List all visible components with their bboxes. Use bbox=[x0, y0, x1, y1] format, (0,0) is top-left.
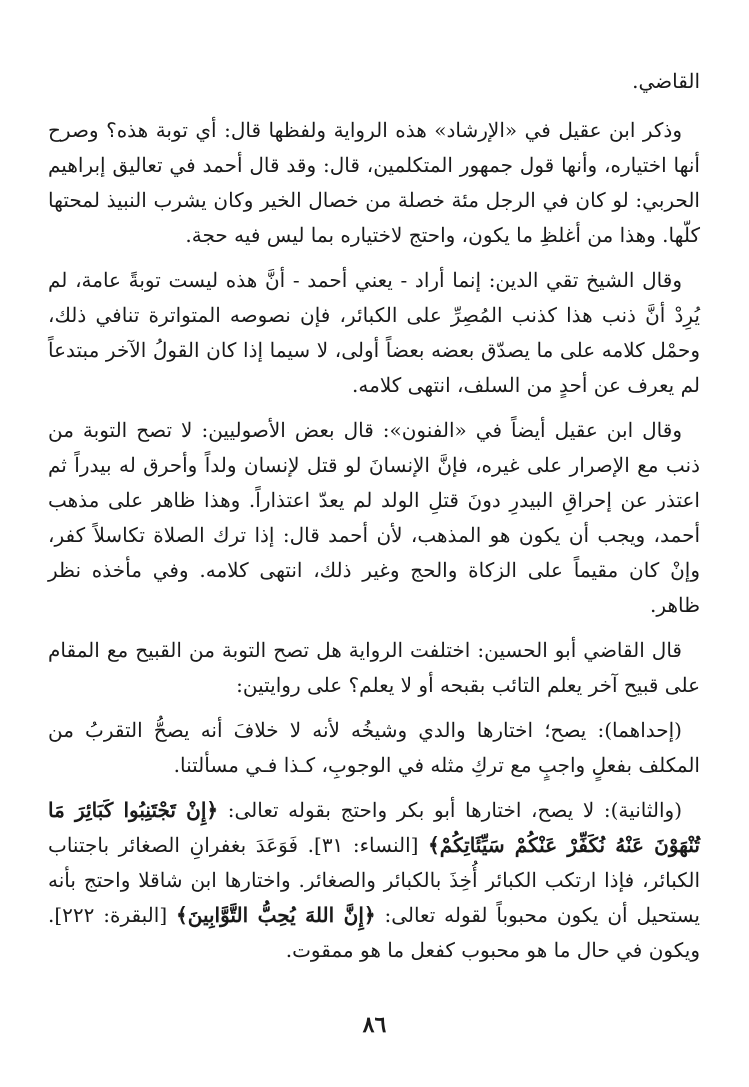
second-narration-intro: (والثانية): لا يصح، اختارها أبو بكر واحتج بقوله تعالى: bbox=[218, 798, 682, 822]
page-number: ٨٦ bbox=[362, 1012, 387, 1038]
quran-verse-nisa: ﴿إِنْ تَجْتَنِبُوا كَبَائِرَ مَا تُنْهَوْنَ عَنْهُ نُكَفِّرْ عَنْكُمْ سَيِّئَاتِكُمْ﴾ bbox=[48, 798, 700, 857]
quran-verse-baqara: ﴿إِنَّ اللهَ يُحِبُّ التَّوَّابِينَ﴾ bbox=[176, 903, 376, 927]
paragraph-continuation: القاضي. bbox=[632, 69, 700, 93]
page-body bbox=[48, 64, 700, 978]
second-narration-middle: [النساء: ٣١]. فَوَعَدَ بغفرانِ الصغائر باجتناب الكبائر، فإذا ارتكب الكبائر أُخِذَ بالكبائر والصغائر. واختارها ابن شاقلا واحتج بأنه يستحيل أن يكون محبوباً لقوله تعالى: bbox=[48, 833, 700, 927]
paragraph-ibn-aqil-irshad: وذكر ابن عقيل في «الإرشاد» هذه الرواية ولفظها قال: أي توبة هذه؟ وصرح أنها اختياره، وأنها قول جمهور المتكلمين، قال: وقد قال أحمد في تعاليق إبراهيم الحربي: لو كان في الرجل مئة خصلة من خصال الخير وكان يشرب النبيذ لمحتها كلّها. وهذا من أغلظِ ما يكون، واحتج لاختياره بما ليس فيه حجة. bbox=[48, 118, 700, 247]
paragraph-taqi-al-din: وقال الشيخ تقي الدين: إنما أراد - يعني أحمد - أنَّ هذه ليست توبةً عامة، لم يُرِدْ أنَّ ذنب هذا كذنب المُصِرِّ على الكبائر، فإن نصوصه المتواترة تنافي ذلك، وحمْل كلامه على ما يصدّق بعضه بعضاً أولى، لا سيما إذا كان القولُ الآخر مبتدعاً لم يعرف عن أحدٍ من السلف، انتهى كلامه. bbox=[48, 268, 700, 397]
paragraph-first-narration: (إحداهما): يصح؛ اختارها والدي وشيخُه لأنه لا خلافَ أنه يصحُّ التقربُ من المكلف بفعلٍ واجبٍ مع تركِ مثله في الوجوبِ، كـذا فـي مسألتنا. bbox=[48, 718, 700, 777]
paragraph-ibn-aqil-funun: وقال ابن عقيل أيضاً في «الفنون»: قال بعض الأصوليين: لا تصح التوبة من ذنب مع الإصرار على غيره، فإنَّ الإنسانَ لو قتل لإنسان ولداً وأحرق له بيدراً ثم اعتذر عن إحراقِ البيدرِ دونَ قتلِ الولد لم يعدّ اعتذاراً. وهذا ظاهر على مذهب أحمد، ويجب أن يكون هو المذهب، لأن أحمد قال: إذا ترك الصلاة تكاسلاً كفر، وإنْ كان مقيماً على الزكاة والحج وغير ذلك، انتهى كلامه. وفي مأخذه نظر ظاهر. bbox=[48, 418, 700, 617]
second-narration-end: [البقرة: ٢٢٢]. ويكون في حال ما هو محبوب كفعل ما هو ممقوت. bbox=[48, 903, 700, 962]
paragraph-abu-al-husayn: قال القاضي أبو الحسين: اختلفت الرواية هل تصح التوبة من القبيح مع المقام على قبيح آخر يعلم التائب بقبحه أو لا يعلم؟ على روايتين: bbox=[48, 638, 700, 697]
paragraph-second-narration bbox=[48, 793, 700, 968]
